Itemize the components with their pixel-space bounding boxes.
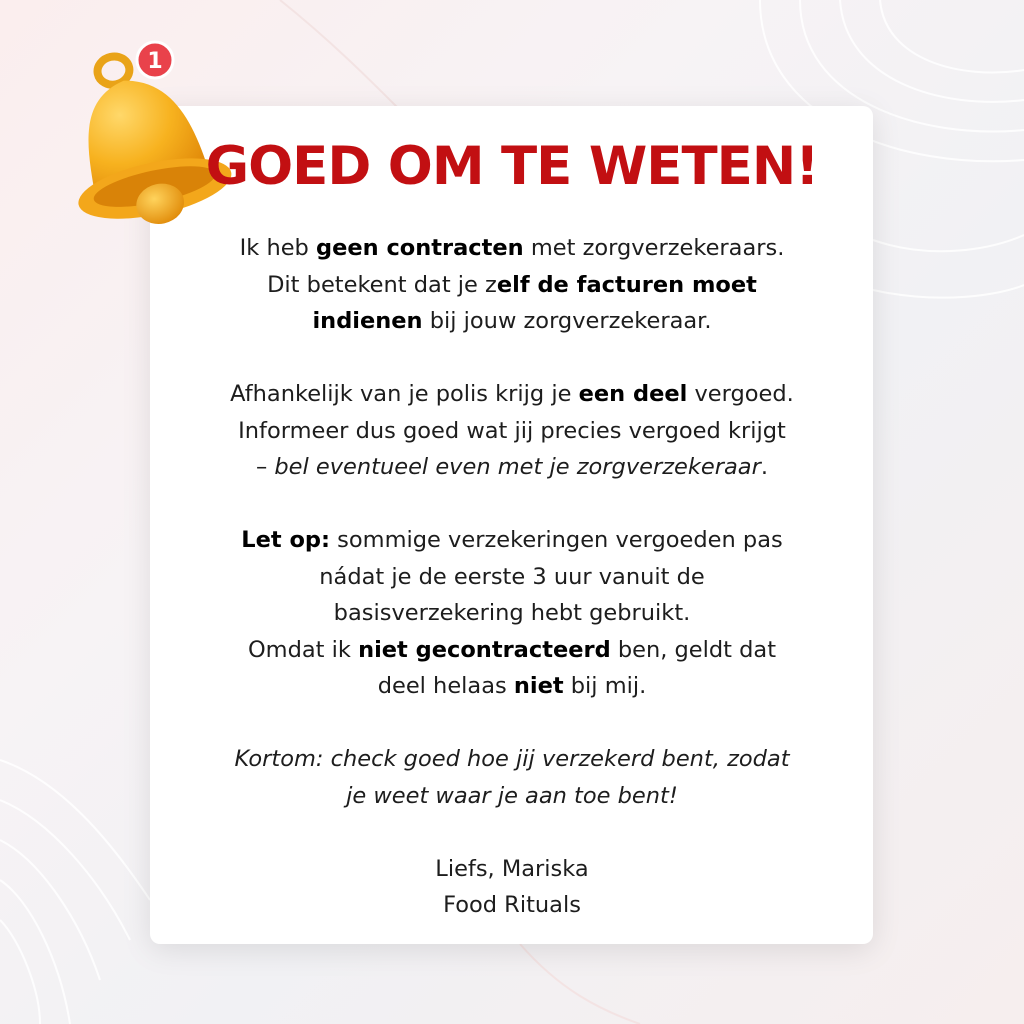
text: ben, geldt dat — [610, 636, 777, 663]
notification-badge-count: 1 — [147, 49, 163, 74]
paragraph-summary — [172, 741, 852, 814]
text: bij mij. — [563, 673, 647, 699]
text: Dit betekent dat je z — [267, 271, 497, 298]
bold-text: elf de facturen moet — [496, 271, 757, 298]
info-text — [172, 230, 852, 924]
bold-text: niet gecontracteerd — [358, 636, 611, 663]
bold-text: een deel — [578, 381, 688, 407]
text: met zorgverzekeraars. — [523, 235, 785, 261]
text: Informeer dus goed wat jij precies vergoed krijgt — [238, 417, 786, 444]
text: Afhankelijk van je polis krijg je — [230, 381, 579, 407]
text: nádat je de eerste 3 uur vanuit de — [319, 563, 705, 590]
text: basisverzekering hebt gebruikt. — [333, 600, 691, 626]
paragraph-contracts — [172, 230, 852, 340]
bold-text: Let op: — [241, 527, 331, 553]
italic-text: bel eventueel even met je zorgverzekeraar — [274, 454, 761, 480]
page-title: GOED OM TE WETEN! — [205, 136, 819, 197]
signature-name: Liefs, Mariska — [435, 855, 589, 882]
signature — [172, 851, 852, 924]
italic-text: je weet waar je aan toe bent! — [346, 782, 678, 809]
bold-text: geen contracten — [315, 235, 524, 261]
text: sommige verzekeringen vergoeden pas — [330, 527, 783, 553]
bold-text: indienen — [312, 308, 423, 334]
text: vergoed. — [687, 381, 794, 407]
text: Ik heb — [239, 235, 316, 261]
text: Omdat ik — [247, 636, 359, 663]
italic-text: Kortom: check goed hoe jij verzekerd bent, zodat — [234, 746, 790, 772]
text: bij jouw zorgverzekeraar. — [422, 308, 712, 334]
text: . — [760, 454, 769, 480]
text: deel helaas — [377, 673, 514, 699]
paragraph-policy — [172, 376, 852, 486]
text: – — [255, 454, 275, 480]
bold-text: niet — [513, 673, 564, 699]
signature-brand: Food Rituals — [443, 892, 581, 918]
paragraph-note — [172, 522, 852, 705]
